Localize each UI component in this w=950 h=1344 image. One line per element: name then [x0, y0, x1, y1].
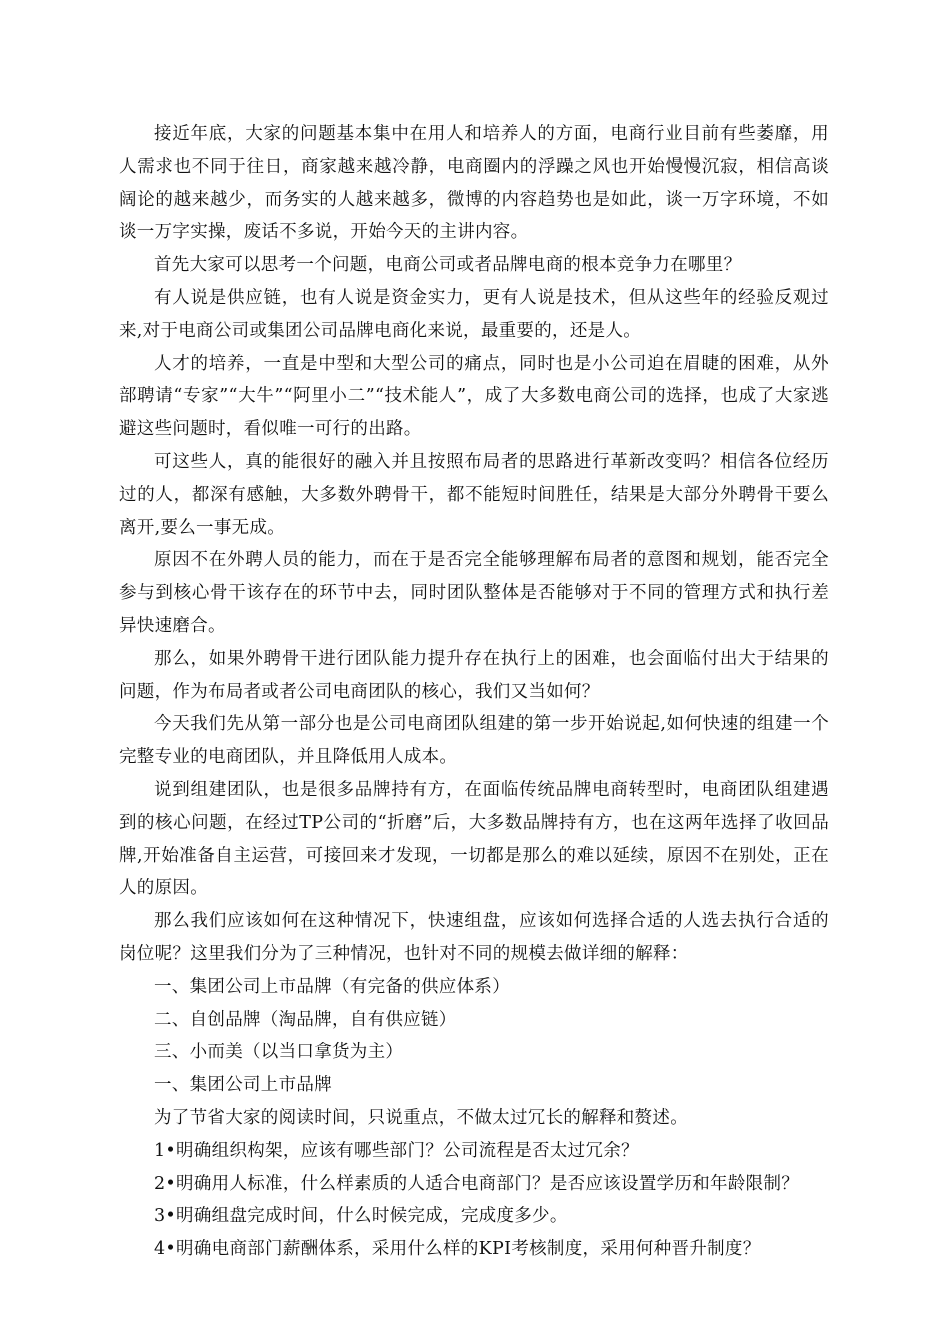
numbered-item: 2•明确用人标准，什么样素质的人适合电商部门？是否应该设置学历和年龄限制？ — [154, 1173, 800, 1194]
paragraph: 有人说是供应链，也有人说是资金实力，更有人说是技术，但从这些年的经验反观过来,对于电商公司或集团公司品牌电商化来说，最重要的，还是人。 — [119, 287, 829, 341]
numbered-item: 4•明确电商部门薪酬体系，采用什么样的KPI考核制度，采用何种晋升制度？ — [154, 1239, 761, 1260]
list-item-heading: 三、小而美（以当口拿货为主） — [154, 1042, 404, 1063]
numbered-item: 3•明确组盘完成时间，什么时候完成，完成度多少。 — [154, 1206, 568, 1227]
paragraph: 那么，如果外聘骨干进行团队能力提升存在执行上的困难，也会面临付出大于结果的问题，作为布局者或者公司电商团队的核心，我们又当如何？ — [119, 648, 829, 702]
paragraph: 首先大家可以思考一个问题，电商公司或者品牌电商的根本竞争力在哪里？ — [154, 255, 742, 276]
paragraph: 可这些人，真的能很好的融入并且按照布局者的思路进行革新改变吗？相信各位经历过的人，都深有感触，大多数外聘骨干，都不能短时间胜任，结果是大部分外聘骨干要么离开,要么一事无成。 — [119, 451, 829, 538]
paragraph: 为了节省大家的阅读时间，只说重点，不做太过冗长的解释和赘述。 — [154, 1107, 688, 1128]
list-item-heading: 二、自创品牌（淘品牌，自有供应链） — [154, 1009, 457, 1030]
paragraph: 说到组建团队，也是很多品牌持有方，在面临传统品牌电商转型时，电商团队组建遇到的核心问题，在经过TP公司的“折磨”后，大多数品牌持有方，也在这两年选择了收回品牌,开始准备自主运营，可接回来才发现，一切都是那么的难以延续，原因不在别处，正在人的原因。 — [119, 779, 829, 899]
numbered-item: 1•明确组织构架，应该有哪些部门？公司流程是否太过冗余？ — [154, 1140, 639, 1161]
paragraph: 接近年底，大家的问题基本集中在用人和培养人的方面，电商行业目前有些萎靡，用人需求也不同于往日，商家越来越冷静，电商圈内的浮躁之风也开始慢慢沉寂，相信高谈阔论的越来越少，而务实的人越来越多，微博的内容趋势也是如此，谈一万字环境，不如谈一万字实操，废话不多说，开始今天的主讲内容。 — [119, 124, 829, 243]
paragraph: 人才的培养，一直是中型和大型公司的痛点，同时也是小公司迫在眉睫的困难，从外部聘请“专家”“大牛”“阿里小二”“技术能人”，成了大多数电商公司的选择，也成了大家逃避这些问题时，看似唯一可行的出路。 — [119, 353, 829, 440]
list-item-heading: 一、集团公司上市品牌（有完备的供应体系） — [154, 976, 510, 997]
paragraph: 原因不在外聘人员的能力，而在于是否完全能够理解布局者的意图和规划，能否完全参与到核心骨干该存在的环节中去，同时团队整体是否能够对于不同的管理方式和执行差异快速磨合。 — [119, 550, 829, 636]
paragraph: 今天我们先从第一部分也是公司电商团队组建的第一步开始说起,如何快速的组建一个完整专业的电商团队，并且降低用人成本。 — [119, 714, 829, 768]
section-heading: 一、集团公司上市品牌 — [154, 1075, 332, 1096]
paragraph: 那么我们应该如何在这种情况下，快速组盘，应该如何选择合适的人选去执行合适的岗位呢？这里我们分为了三种情况，也针对不同的规模去做详细的解释： — [119, 911, 829, 964]
article-body — [119, 118, 829, 1266]
